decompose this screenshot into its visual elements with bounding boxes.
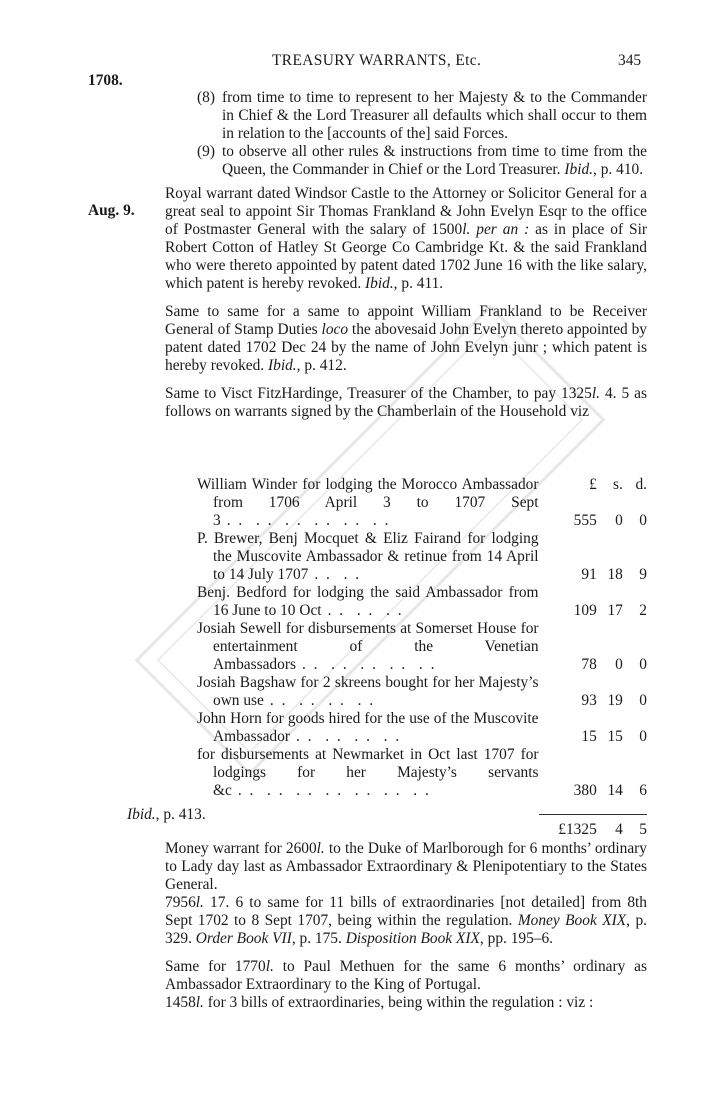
total-s: 4	[615, 821, 623, 838]
page-ref: , p. 411.	[393, 275, 444, 292]
account-row-desc	[197, 746, 539, 800]
margin-year: 1708.	[88, 72, 123, 89]
amount-s	[597, 476, 623, 530]
row-text: William Winder for lodging the Morocco Ambassador from 1706 April 3 to 1707 Sept 3	[197, 476, 539, 529]
row-dots: . . . . . . . . . . . . . .	[237, 782, 431, 799]
row-text: P. Brewer, Benj Mocquet & Eliz Fairand for lodging the Muscovite Ambassador & retinue from 14 April to 14 July 1707	[197, 530, 539, 583]
amount-d: 2	[639, 602, 647, 619]
list-item-8	[165, 89, 647, 143]
amount-l-value: 555	[573, 512, 597, 529]
amount-s: 0	[615, 656, 623, 673]
total-l: £1325	[558, 821, 597, 838]
amount-s: 18	[607, 566, 623, 583]
running-title: TREASURY WARRANTS, Etc.	[272, 52, 482, 69]
page-ref: , p. 412.	[296, 357, 347, 374]
account-row-desc	[197, 530, 539, 584]
item-number: (9)	[197, 143, 215, 160]
total-rule-row	[197, 800, 647, 815]
amount-l: 15	[581, 728, 597, 745]
list-item-9	[165, 143, 647, 179]
account-row-desc	[197, 584, 539, 620]
paragraph-royal-warrant: Royal warrant dated Windsor Castle to the Attorney or Solicitor General for a great seal to appoint Sir Thomas Frankland & John Evelyn Esqr to the office of Postmaster General with the salary of 1500l. per an : as in place of Sir Robert Cotton of Hatley St George Co Cambridge Kt. & the said Frankland who were thereto appointed by patent dated 1702 June 16 with the like salary, which patent is hereby revoked. Ibid., p. 411.	[165, 185, 647, 292]
row-dots: . . . . . . . .	[295, 728, 402, 745]
account-row	[197, 530, 647, 584]
page-ref: , p. 410.	[593, 161, 644, 178]
row-text: for disbursements at Newmarket in Oct last 1707 for lodgings for her Majesty’s servants &c	[197, 746, 539, 799]
account-block	[197, 476, 647, 839]
account-row	[197, 476, 647, 530]
amount-d: 9	[639, 566, 647, 583]
paragraph-chamber-payment: Same to Visct FitzHardinge, Treasurer of the Chamber, to pay 1325l. 4. 5 as follows on warrants signed by the Chamberlain of the Household viz	[165, 385, 647, 420]
header-s: s.	[613, 476, 623, 493]
account-row-text	[197, 530, 539, 584]
paragraph-stamp-duties: Same to same for a same to appoint William Frankland to be Receiver General of Stamp Duties loco the abovesaid John Evelyn thereto appointed by patent dated 1702 Dec 24 by the name of John Evelyn junr ; which patent is hereby revoked. Ibid., p. 412.	[165, 303, 647, 374]
account-row-desc	[197, 710, 539, 746]
paragraph-marlborough: Money warrant for 2600l. to the Duke of Marlborough for 6 months’ ordinary to Lady day last as Ambassador Extraordinary & Plenipotentiary to the States General.	[165, 840, 647, 893]
row-dots: . . . . . . . .	[269, 692, 376, 709]
main-text	[165, 89, 647, 421]
header-d: d.	[635, 476, 647, 493]
amount-s: 15	[607, 728, 623, 745]
account-row-text	[197, 620, 539, 674]
account-citation	[127, 806, 206, 824]
item-number: (8)	[197, 89, 215, 106]
row-dots: . . . .	[314, 566, 362, 583]
account-row-text	[197, 710, 539, 746]
page-ref: , p. 413.	[155, 806, 206, 823]
lower-text	[165, 840, 647, 1012]
ibid-ref: Ibid.	[127, 806, 156, 823]
row-text: Benj. Bedford for lodging the said Ambassador from 16 June to 10 Oct	[197, 584, 539, 619]
row-dots: . . . . . . . . . .	[301, 656, 437, 673]
total-d: 5	[639, 821, 647, 838]
paragraph-extraordinaries: 7956l. 17. 6 to same for 11 bills of extraordinaries [not detailed] from 8th Sept 1702 to 8 Sept 1707, being within the regulation. Money Book XIX, p. 329. Order Book VII, p. 175. Disposition Book XIX, pp. 195–6.	[165, 894, 647, 947]
account-row-desc	[197, 620, 539, 674]
account-row	[197, 746, 647, 800]
ibid-ref: Ibid.	[365, 275, 394, 292]
amount-d: 0	[639, 656, 647, 673]
item-text: from time to time to represent to her Majesty & to the Commander in Chief & the Lord Treasurer all defaults which shall occur to them in relation to the [accounts of the] said Forces.	[222, 89, 647, 142]
total-label-spacer	[197, 815, 539, 840]
row-text: Josiah Sewell for disbursements at Somerset House for entertainment of the Venetian Ambassadors	[197, 620, 539, 673]
row-dots: . . . . . .	[327, 602, 404, 619]
account-table	[197, 476, 647, 839]
amount-s-value: 0	[615, 512, 623, 529]
page-number: 345	[618, 52, 642, 69]
account-row	[197, 584, 647, 620]
account-row-text	[197, 476, 539, 530]
account-row-text	[197, 674, 539, 710]
amount-l: 91	[581, 566, 597, 583]
running-head	[0, 52, 727, 72]
header-l: £	[589, 476, 597, 493]
account-row	[197, 620, 647, 674]
total-row	[197, 815, 647, 840]
total-rule-spacer	[197, 800, 539, 815]
amount-l: 93	[581, 692, 597, 709]
amount-s: 14	[607, 782, 623, 799]
total-rule	[539, 800, 647, 815]
row-text: John Horn for goods hired for the use of the Muscovite Ambassador	[197, 710, 539, 745]
account-row-text	[197, 584, 539, 620]
amount-l	[539, 476, 597, 530]
amount-d: 0	[639, 728, 647, 745]
margin-date-aug-9: Aug. 9.	[88, 202, 135, 219]
paragraph-bills: 1458l. for 3 bills of extraordinaries, being within the regulation : viz :	[165, 994, 594, 1011]
ibid-ref: Ibid.	[564, 161, 594, 178]
amount-d: 6	[639, 782, 647, 799]
amount-d: 0	[639, 692, 647, 709]
ibid-ref: Ibid.	[268, 357, 297, 374]
amount-l: 78	[581, 656, 597, 673]
account-row	[197, 710, 647, 746]
item-text: to observe all other rules & instructions from time to time from the Queen, the Commander in Chief or the Lord Treasurer.	[222, 143, 647, 178]
amount-l: 109	[573, 602, 597, 619]
paragraph-methuen: Same for 1770l. to Paul Methuen for the same 6 months’ ordinary as Ambassador Extraordinary to the King of Portugal.	[165, 958, 647, 993]
account-row-desc	[197, 476, 539, 530]
account-row-text	[197, 746, 539, 800]
amount-d-value: 0	[639, 512, 647, 529]
amount-s: 19	[607, 692, 623, 709]
amount-l: 380	[573, 782, 597, 799]
amount-d	[623, 476, 647, 530]
row-dots: . . . . . . . . . . . .	[226, 512, 391, 529]
account-row	[197, 674, 647, 710]
account-row-desc	[197, 674, 539, 710]
amount-s: 17	[607, 602, 623, 619]
row-text: Josiah Bagshaw for 2 skreens bought for her Majesty’s own use	[197, 674, 539, 709]
